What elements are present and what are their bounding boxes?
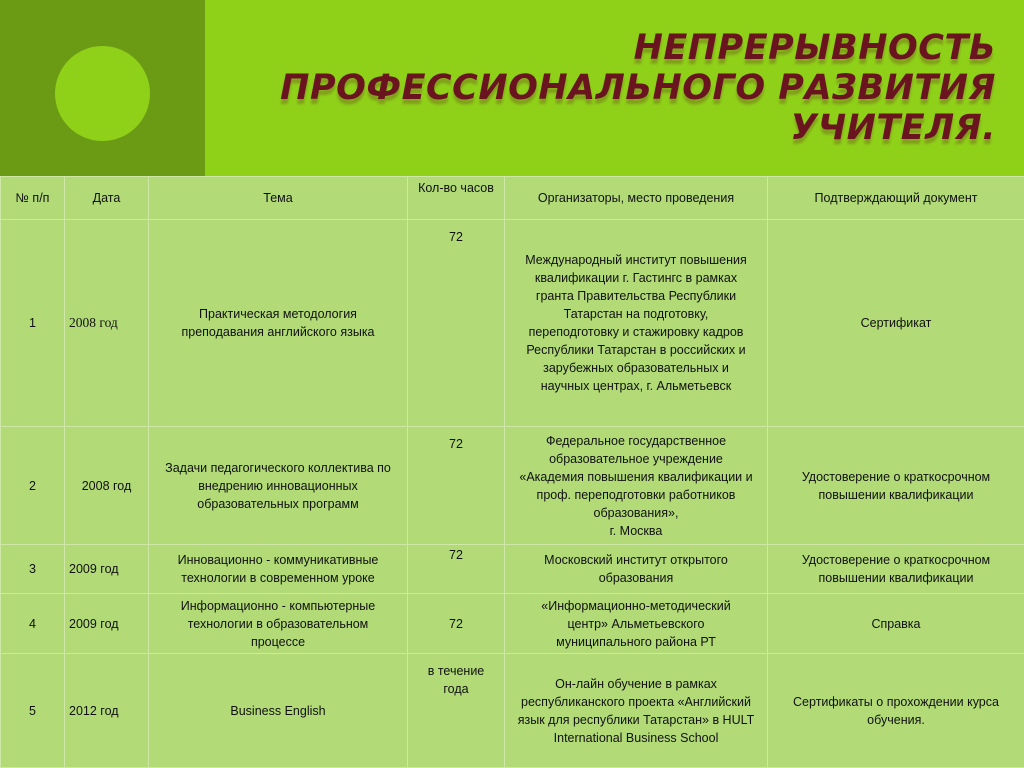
cell-document: Сертификаты о прохождении курса обучения. bbox=[768, 654, 1024, 768]
decorative-side-panel bbox=[0, 0, 205, 176]
cell-number: 2 bbox=[1, 427, 65, 545]
cell-document: Справка bbox=[768, 594, 1024, 654]
header-hours: Кол-во часов bbox=[408, 177, 505, 220]
cell-topic: Практическая методология преподавания английского языка bbox=[149, 220, 408, 427]
cell-organizer: «Информационно-методический центр» Альметьевского муниципального района РТ bbox=[505, 594, 768, 654]
table-row bbox=[1, 654, 1024, 768]
cell-number: 4 bbox=[1, 594, 65, 654]
cell-topic: Инновационно - коммуникативные технологии в современном уроке bbox=[149, 545, 408, 594]
cell-hours: 72 bbox=[408, 427, 505, 545]
header-date: Дата bbox=[65, 177, 149, 220]
slide-title: НЕПРЕРЫВНОСТЬ ПРОФЕССИОНАЛЬНОГО РАЗВИТИЯ УЧИТЕЛЯ. bbox=[280, 28, 996, 148]
slide-header bbox=[0, 0, 1024, 176]
cell-date: 2008 год bbox=[65, 427, 149, 545]
cell-date: 2009 год bbox=[65, 545, 149, 594]
cell-date: 2008 год bbox=[65, 220, 149, 427]
decorative-circle bbox=[55, 46, 150, 141]
cell-hours: 72 bbox=[408, 594, 505, 654]
header-document: Подтверждающий документ bbox=[768, 177, 1024, 220]
table-row bbox=[1, 427, 1024, 545]
table-header-row bbox=[1, 177, 1024, 220]
header-organizer: Организаторы, место проведения bbox=[505, 177, 768, 220]
development-table bbox=[0, 176, 1024, 768]
cell-topic: Business English bbox=[149, 654, 408, 768]
cell-topic: Информационно - компьютерные технологии в образовательном процессе bbox=[149, 594, 408, 654]
cell-hours: 72 bbox=[408, 220, 505, 427]
table-row bbox=[1, 220, 1024, 427]
table-row bbox=[1, 545, 1024, 594]
cell-hours: в течение года bbox=[408, 654, 505, 768]
cell-topic: Задачи педагогического коллектива по внедрению инновационных образовательных программ bbox=[149, 427, 408, 545]
cell-document: Сертификат bbox=[768, 220, 1024, 427]
cell-number: 1 bbox=[1, 220, 65, 427]
cell-document: Удостоверение о краткосрочном повышении квалификации bbox=[768, 427, 1024, 545]
cell-organizer: Он-лайн обучение в рамках республиканского проекта «Английский язык для республики Татарстан» в HULT International Business School bbox=[505, 654, 768, 768]
cell-date: 2012 год bbox=[65, 654, 149, 768]
cell-document: Удостоверение о краткосрочном повышении квалификации bbox=[768, 545, 1024, 594]
header-number: № п/п bbox=[1, 177, 65, 220]
header-topic: Тема bbox=[149, 177, 408, 220]
cell-hours: 72 bbox=[408, 545, 505, 594]
cell-organizer: Московский институт открытого образования bbox=[505, 545, 768, 594]
table-row bbox=[1, 594, 1024, 654]
cell-organizer: Федеральное государственное образовательное учреждение «Академия повышения квалификации и проф. переподготовки работников образования», г. Москва bbox=[505, 427, 768, 545]
cell-number: 5 bbox=[1, 654, 65, 768]
cell-organizer: Международный институт повышения квалификации г. Гастингс в рамках гранта Правительства Республики Татарстан на подготовку, переподготовку и стажировку кадров Республики Татарстан в российских и зарубежных образовательных и научных центрах, г. Альметьевск bbox=[505, 220, 768, 427]
cell-number: 3 bbox=[1, 545, 65, 594]
cell-date: 2009 год bbox=[65, 594, 149, 654]
